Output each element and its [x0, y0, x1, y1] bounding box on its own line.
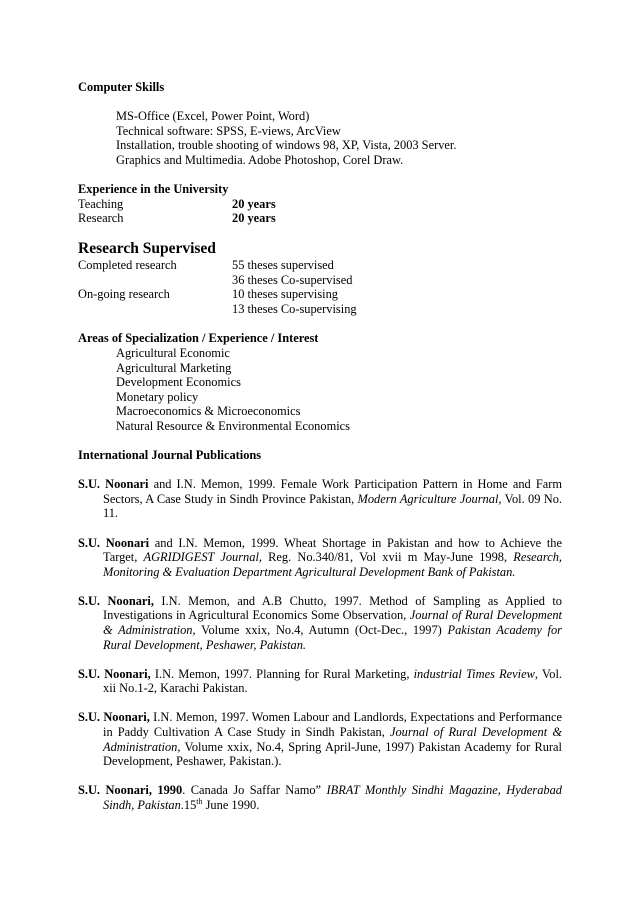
publication-entry: [78, 710, 562, 768]
publication-text: and I.N. Memon, 1999. Wheat Shortage in Pakistan and how to Achieve the Target,: [103, 535, 562, 565]
publication-text: . Canada Jo Saffar Namo”: [182, 783, 327, 798]
publication-text: Vol. 09 No. 11.: [103, 491, 562, 521]
list-item: Development Economics: [116, 375, 241, 390]
publication-text: Volume xxix, No.4, Autumn (Oct-Dec., 1997): [195, 623, 448, 637]
publication-text: Journal of Rural Development & Administration,: [103, 608, 562, 637]
experience-value: 20 years: [232, 196, 276, 211]
research-label: On-going research: [78, 287, 170, 302]
research-value: 36 theses Co-supervised: [232, 272, 353, 287]
publications-list: [78, 477, 562, 812]
research-row: [78, 302, 562, 317]
publication-text: IBRAT Monthly Sindhi Magazine, Hyderabad Sindh, Pakistan: [103, 783, 563, 812]
research-value: 13 theses Co-supervising: [232, 301, 357, 316]
list-item: Natural Resource & Environmental Economics: [116, 418, 350, 433]
computer-skills-list: [78, 109, 562, 167]
publication-text: S.U. Noonari,: [78, 593, 154, 608]
publication-text: and I.N. Memon, 1999. Female Work Participation Pattern in Home and Farm Sectors, A Case Study in Sindh Province Pakistan,: [103, 477, 562, 506]
experience-row: [78, 211, 562, 226]
publication-text: , Vol. xii No.1-2, Karachi Pakistan.: [103, 666, 562, 696]
publication-text: I.N. Memon, and A.B Chutto, 1997. Method of Sampling as Applied to Investigations in Agricultural Economics Some Observation,: [103, 593, 562, 623]
publication-text: I.N. Memon, 1997. Women Labour and Landlords, Expectations and Performance in Paddy Cultivation A Case Study in Sindh Pakistan,: [103, 710, 562, 739]
publication-text: Volume xxix, No.4, Spring April-June, 1997) Pakistan Academy for Rural Development, Peshawer, Pakistan.).: [103, 739, 562, 769]
publication-text: Modern Agriculture Journal,: [357, 491, 502, 506]
publication-text: industrial Times Review: [413, 666, 535, 681]
publication-text: , 1990: [148, 783, 183, 798]
document-page: [78, 80, 562, 812]
publication-text: Journal of Rural Development & Administration,: [103, 724, 562, 754]
list-item: Macroeconomics & Microeconomics: [116, 404, 301, 419]
research-value: 10 theses supervising: [232, 287, 338, 302]
publication-entry: [78, 536, 562, 580]
publication-text: AGRIDIGEST Journal,: [143, 550, 262, 565]
publication-text: S.U. Noonari: [78, 535, 150, 550]
list-item: Agricultural Economic: [116, 345, 230, 360]
publication-text: S.U. Noonari,: [78, 666, 151, 681]
publication-text: S.U. Noonari: [78, 783, 149, 798]
experience-value: 20 years: [232, 211, 276, 226]
list-item: Agricultural Marketing: [116, 360, 232, 375]
publication-text: June 1990.: [202, 797, 260, 812]
computer-skills-heading: Computer Skills: [78, 80, 165, 94]
list-item: Monetary policy: [116, 389, 199, 404]
research-row: [78, 273, 562, 288]
list-item: Installation, trouble shooting of windows 98, XP, Vista, 2003 Server.: [116, 138, 457, 153]
experience-label: Teaching: [78, 196, 124, 211]
research-label: Completed research: [78, 257, 177, 272]
experience-row: [78, 197, 562, 212]
publication-entry: [78, 477, 562, 521]
publication-text: Pakistan Academy for Rural Development, Peshawer, Pakistan.: [103, 623, 562, 652]
publication-text: Research, Monitoring & Evaluation Department Agricultural Development Bank of Pakistan.: [103, 550, 563, 579]
list-item: Technical software: SPSS, E-views, ArcView: [116, 123, 341, 138]
experience-heading: Experience in the University: [78, 182, 229, 197]
publication-entry: [78, 594, 562, 652]
publication-text: Reg. No.340/81, Vol xvii m May-June 1998,: [262, 550, 514, 565]
publication-text: th: [196, 796, 203, 806]
publications-heading: International Journal Publications: [78, 448, 262, 463]
publication-text: S.U. Noonari,: [78, 710, 150, 725]
publication-text: .15: [180, 797, 197, 812]
research-supervised-heading: Research Supervised: [78, 239, 216, 257]
experience-label: Research: [78, 211, 124, 226]
research-row: [78, 258, 562, 273]
publication-entry: [78, 783, 562, 812]
research-value: 55 theses supervised: [232, 257, 334, 272]
list-item: MS-Office (Excel, Power Point, Word): [116, 109, 310, 124]
list-item: Graphics and Multimedia. Adobe Photoshop, Corel Draw.: [116, 152, 404, 167]
publication-text: I.N. Memon, 1997. Planning for Rural Marketing,: [150, 666, 414, 681]
publication-entry: [78, 667, 562, 696]
research-row: [78, 287, 562, 302]
specialization-heading: Areas of Specialization / Experience / Interest: [78, 331, 319, 346]
specialization-list: [78, 346, 562, 434]
publication-text: S.U. Noonari: [78, 477, 149, 492]
